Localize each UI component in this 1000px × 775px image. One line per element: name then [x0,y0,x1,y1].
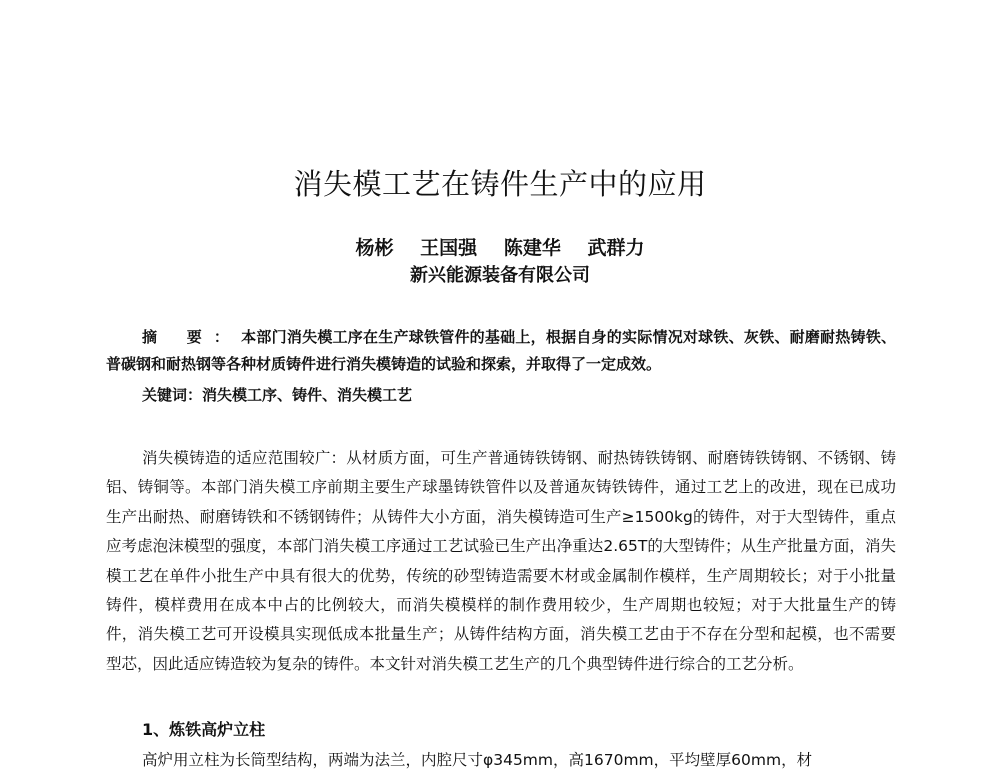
author-name: 王国强 [420,237,478,259]
keywords-text: 消失模工序、铸件、消失模工艺 [202,386,413,404]
body-paragraph: 消失模铸造的适应范围较广：从材质方面，可生产普通铸铁铸钢、耐热铸铁铸钢、耐磨铸铁铸钢、不锈钢、铸铝、铸铜等。本部门消失模工序前期主要生产球墨铸铁管件以及普通灰铸铁铸件，通过工艺上的改进，现在已成功生产出耐热、耐磨铸铁和不锈钢铸件；从铸件大小方面，消失模铸造可生产≥1500kg的铸件，对于大型铸件，重点应考虑泡沫模型的强度，本部门消失模工序通过工艺试验已生产出净重达2.65T的大型铸件；从生产批量方面，消失模工艺在单件小批生产中具有很大的优势，传统的砂型铸造需要木材或金属制作模样，生产周期较长；对于小批量铸件，模样费用在成本中占的比例较大，而消失模模样的制作费用较少，生产周期也较短；对于大批量生产的铸件，消失模工艺可开设模具实现低成本批量生产；从铸件结构方面，消失模工艺由于不存在分型和起模，也不需要型芯，因此适应铸造较为复杂的铸件。本文针对消失模工艺生产的几个典型铸件进行综合的工艺分析。 [106,449,896,673]
abstract [106,324,896,378]
abstract-text: 本部门消失模工序在生产球铁管件的基础上，根据自身的实际情况对球铁、灰铁、耐磨耐热铸铁、普碳钢和耐热钢等各种材质铸件进行消失模铸造的试验和探索，并取得了一定成效。 [106,328,896,373]
abstract-label: 摘 要： [142,328,242,346]
section-body-partial-line: 高炉用立柱为长筒型结构，两端为法兰，内腔尺寸φ345mm，高1670mm，平均壁厚60mm，材 [142,751,813,769]
author-name: 武群力 [587,237,645,259]
author-name: 杨彬 [355,237,394,259]
body-section [106,444,896,679]
keywords-label: 关键词： [142,386,203,404]
author-list [0,236,1000,260]
author-name: 陈建华 [503,237,561,259]
paper-title: 消失模工艺在铸件生产中的应用 [293,167,707,201]
section-heading: 1、炼铁高炉立柱 [142,720,266,739]
keywords [142,382,892,409]
affiliation: 新兴能源装备有限公司 [410,265,590,286]
